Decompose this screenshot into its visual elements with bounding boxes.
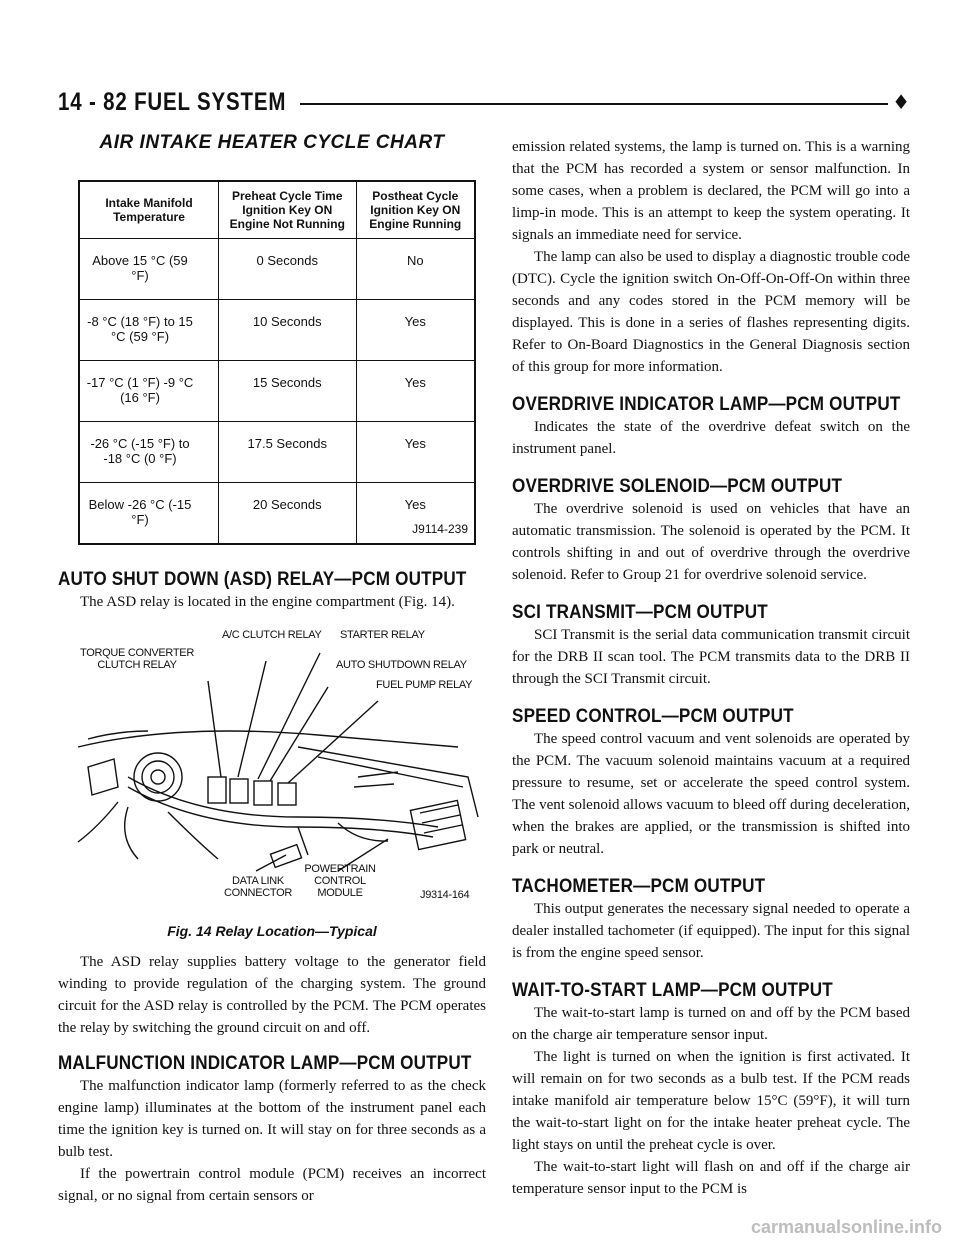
label-fuel-pump-relay: FUEL PUMP RELAY (376, 679, 473, 691)
section-heading-overdrive-solenoid: OVERDRIVE SOLENOID—PCM OUTPUT (512, 476, 843, 497)
table-cell: 20 Seconds (219, 483, 357, 545)
figure-caption: Fig. 14 Relay Location—Typical (167, 923, 377, 939)
paragraph: The malfunction indicator lamp (formerly referred to as the check engine lamp) illuminates at the bottom of the instrument panel each time the ignition key is turned on. It will stay on for three seconds as a bulb test. (58, 1078, 486, 1160)
paragraph: emission related systems, the lamp is turned on. This is a warning that the PCM has recorded a system or sensor malfunction. In some cases, when a problem is declared, the PCM will go into a limp-in mode. This is an attempt to keep the system operating. It signals an immediate need for service. (512, 139, 910, 243)
section-heading-tachometer: TACHOMETER—PCM OUTPUT (512, 876, 766, 897)
table-header-row (79, 181, 475, 239)
table-cell-value: Yes (404, 497, 426, 512)
table-cell: No (356, 239, 475, 300)
label-starter-relay: STARTER RELAY (340, 629, 425, 641)
section-heading-asd: AUTO SHUT DOWN (ASD) RELAY—PCM OUTPUT (58, 569, 467, 590)
table-row (79, 361, 475, 422)
table-figure-id: J9114-239 (412, 522, 468, 536)
section-heading-mil: MALFUNCTION INDICATOR LAMP—PCM OUTPUT (58, 1053, 472, 1074)
heater-cycle-table (78, 180, 476, 545)
table-row (79, 422, 475, 483)
table-row (79, 239, 475, 300)
page-title: 14 - 82 FUEL SYSTEM (58, 88, 287, 116)
paragraph: This output generates the necessary signal needed to operate a dealer installed tachometer (if equipped). The input for this signal is from the engine speed sensor. (512, 901, 910, 961)
table-cell: 15 Seconds (219, 361, 357, 422)
label-ac-clutch-relay: A/C CLUTCH RELAY (222, 629, 322, 641)
chart-title: AIR INTAKE HEATER CYCLE CHART (99, 132, 445, 153)
paragraph: The overdrive solenoid is used on vehicles that have an automatic transmission. The solenoid is operated by the PCM. It controls shifting in and out of overdrive through the overdrive solenoid. Refer to Group 21 for overdrive solenoid service. (512, 501, 910, 583)
paragraph: Indicates the state of the overdrive defeat switch on the instrument panel. (512, 419, 910, 457)
table-cell: Above 15 °C (59 °F) (79, 239, 219, 300)
relay-location-figure (58, 627, 486, 909)
table-cell: -8 °C (18 °F) to 15 °C (59 °F) (79, 300, 219, 361)
diamond-icon: ♦ (892, 90, 910, 114)
table-cell: Yes (356, 361, 475, 422)
table-cell: -26 °C (-15 °F) to -18 °C (0 °F) (79, 422, 219, 483)
table-row (79, 483, 475, 545)
table-cell (356, 483, 475, 545)
table-header-cell: Intake Manifold Temperature (79, 181, 219, 239)
figure-id: J9314-164 (420, 889, 470, 901)
header-rule (300, 103, 888, 105)
paragraph: The speed control vacuum and vent solenoids are operated by the PCM. The vacuum solenoid maintains vacuum at a required pressure to resume, set or accelerate the speed control system. The vent solenoid allows vacuum to bleed off during deceleration, when the brakes are applied, or the transmission is shifted into park or neutral. (512, 731, 910, 857)
left-column (58, 130, 486, 1207)
section-heading-speed-control: SPEED CONTROL—PCM OUTPUT (512, 706, 794, 727)
paragraph: The wait-to-start lamp is turned on and off by the PCM based on the charge air temperature sensor input. (512, 1005, 910, 1043)
table-header-cell: Preheat Cycle Time Ignition Key ON Engine Not Running (219, 181, 357, 239)
paragraph: The ASD relay supplies battery voltage to the generator field winding to provide regulation of the charging system. The ground circuit for the ASD relay is controlled by the PCM. The PCM operates the relay by switching the ground circuit on and off. (58, 954, 486, 1036)
section-heading-sci-transmit: SCI TRANSMIT—PCM OUTPUT (512, 602, 768, 623)
label-torque-converter-relay: TORQUE CONVERTER CLUTCH RELAY (80, 647, 194, 671)
footer-watermark: carmanualsonline.info (750, 1217, 942, 1237)
paragraph: The ASD relay is located in the engine compartment (Fig. 14). (80, 594, 455, 610)
section-heading-wait-to-start: WAIT-TO-START LAMP—PCM OUTPUT (512, 980, 833, 1001)
page-header (58, 88, 910, 122)
paragraph: The wait-to-start light will flash on and off if the charge air temperature sensor input to the PCM is (512, 1159, 910, 1197)
right-column (512, 136, 910, 1200)
paragraph: SCI Transmit is the serial data communication transmit circuit for the DRB II scan tool. The PCM transmits data to the DRB II through the SCI Transmit circuit. (512, 627, 910, 687)
paragraph: The light is turned on when the ignition is first activated. It will remain on for two seconds as a bulb test. If the PCM reads intake manifold air temperature below 15°C (59°F), it will turn the wait-to-start light on for the intake heater preheat cycle. The light stays on until the preheat cycle is over. (512, 1049, 910, 1153)
label-auto-shutdown-relay: AUTO SHUTDOWN RELAY (336, 659, 467, 671)
label-powertrain-control-module: POWERTRAIN CONTROL MODULE (304, 863, 376, 899)
table-cell: Yes (356, 422, 475, 483)
table-cell: Below -26 °C (-15 °F) (79, 483, 219, 545)
table-cell: 0 Seconds (219, 239, 357, 300)
label-data-link-connector: DATA LINK CONNECTOR (224, 875, 292, 899)
table-cell: 17.5 Seconds (219, 422, 357, 483)
table-cell: Yes (356, 300, 475, 361)
table-cell: -17 °C (1 °F) -9 °C (16 °F) (79, 361, 219, 422)
table-header-cell: Postheat Cycle Ignition Key ON Engine Running (356, 181, 475, 239)
section-heading-overdrive-lamp: OVERDRIVE INDICATOR LAMP—PCM OUTPUT (512, 394, 901, 415)
paragraph: If the powertrain control module (PCM) receives an incorrect signal, or no signal from certain sensors or (58, 1166, 486, 1204)
table-row (79, 300, 475, 361)
paragraph: The lamp can also be used to display a diagnostic trouble code (DTC). Cycle the ignition switch On-Off-On-Off-On within three seconds and any codes stored in the PCM memory will be displayed. This is done in a series of flashes representing digits. Refer to On-Board Diagnostics in the General Diagnosis section of this group for more information. (512, 249, 910, 375)
table-cell: 10 Seconds (219, 300, 357, 361)
